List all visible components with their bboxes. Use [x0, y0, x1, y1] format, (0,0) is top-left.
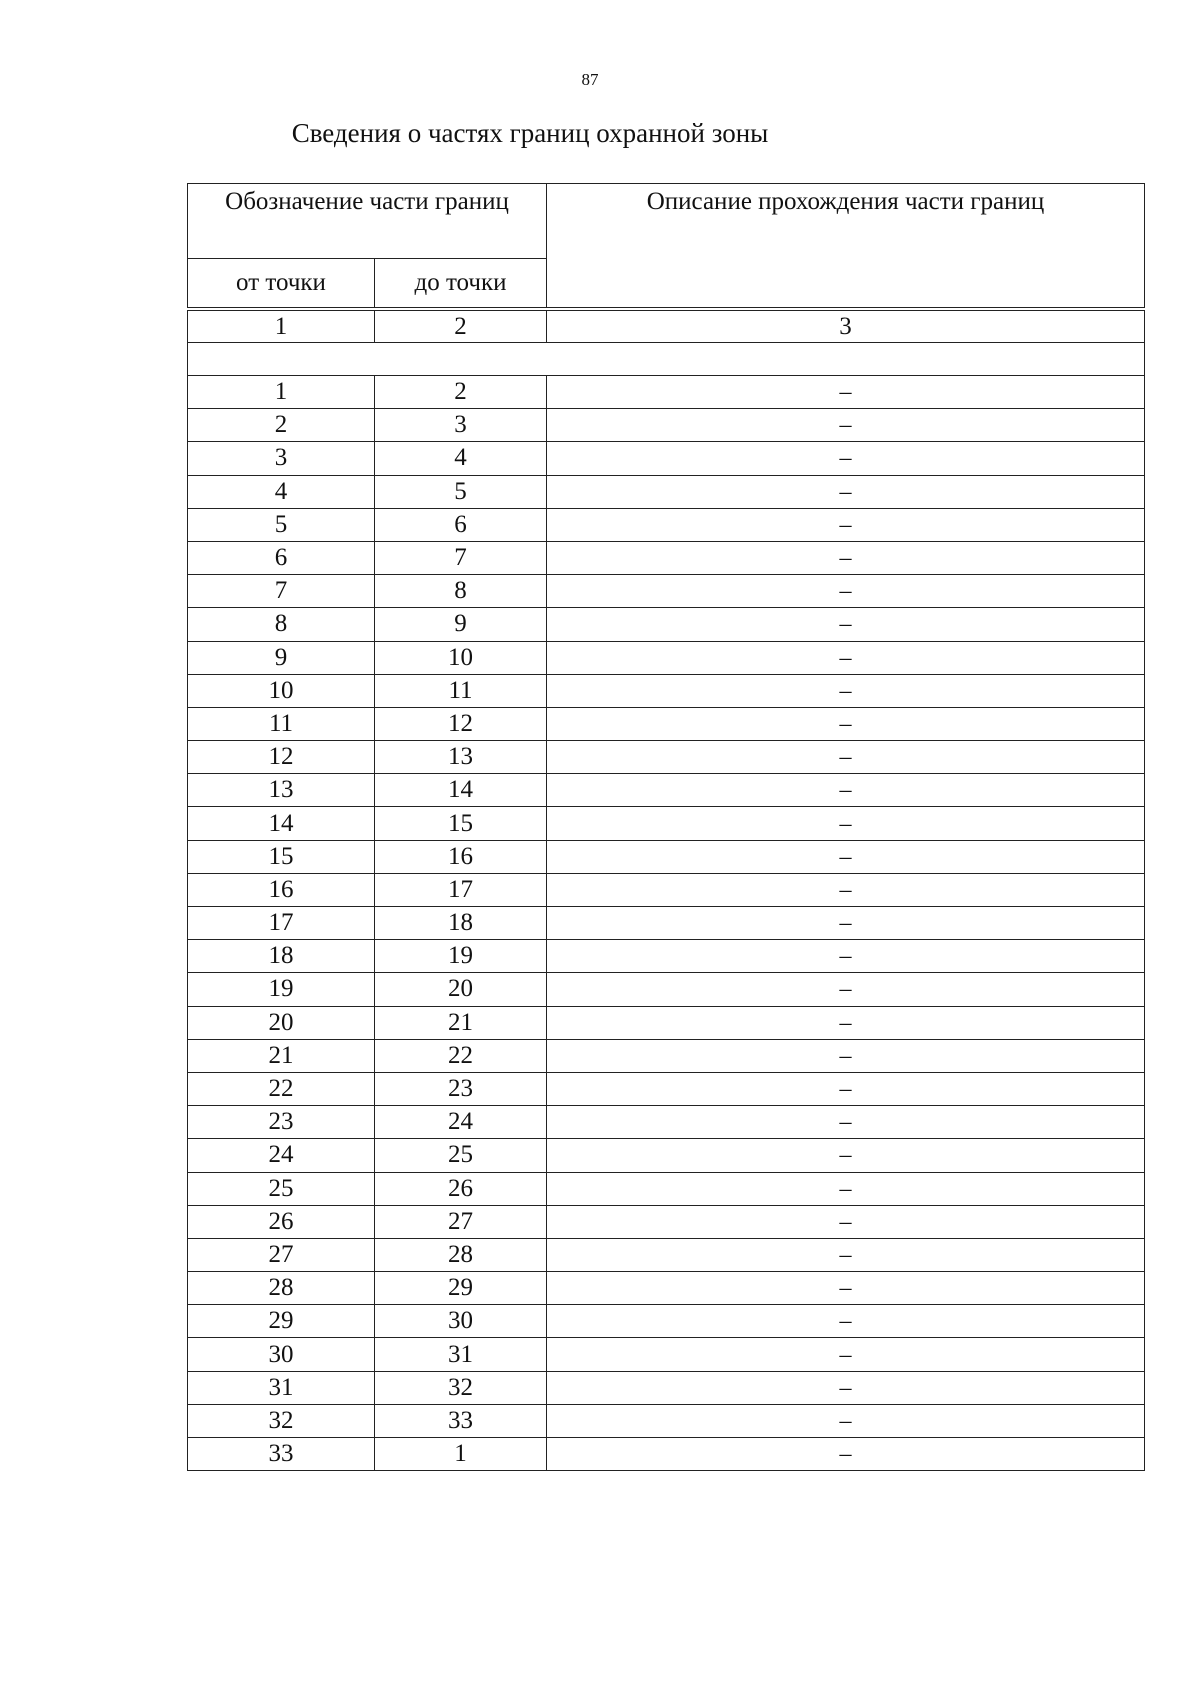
cell-from-point: 24 [188, 1139, 375, 1172]
cell-description: – [547, 608, 1145, 641]
cell-to-point: 29 [375, 1272, 547, 1305]
cell-from-point: 33 [188, 1438, 375, 1471]
cell-to-point: 2 [375, 376, 547, 409]
cell-from-point: 14 [188, 807, 375, 840]
cell-from-point: 21 [188, 1039, 375, 1072]
table-row [188, 674, 1145, 707]
cell-to-point: 23 [375, 1072, 547, 1105]
cell-to-point: 12 [375, 707, 547, 740]
table-row [188, 1139, 1145, 1172]
table-row [188, 873, 1145, 906]
cell-description: – [547, 840, 1145, 873]
header-boundary-description: Описание прохождения части границ [547, 184, 1145, 308]
table-row [188, 1404, 1145, 1437]
table-row [188, 608, 1145, 641]
cell-to-point: 22 [375, 1039, 547, 1072]
cell-description: – [547, 1404, 1145, 1437]
header-from-point: от точки [188, 259, 375, 308]
cell-to-point: 6 [375, 508, 547, 541]
cell-to-point: 1 [375, 1438, 547, 1471]
cell-from-point: 19 [188, 973, 375, 1006]
cell-from-point: 17 [188, 907, 375, 940]
cell-description: – [547, 1106, 1145, 1139]
cell-description: – [547, 541, 1145, 574]
cell-to-point: 24 [375, 1106, 547, 1139]
cell-to-point: 25 [375, 1139, 547, 1172]
header-to-point: до точки [375, 259, 547, 308]
cell-from-point: 23 [188, 1106, 375, 1139]
cell-from-point: 4 [188, 475, 375, 508]
table-row [188, 973, 1145, 1006]
cell-from-point: 2 [188, 409, 375, 442]
cell-to-point: 7 [375, 541, 547, 574]
cell-description: – [547, 1072, 1145, 1105]
table-row [188, 475, 1145, 508]
cell-from-point: 20 [188, 1006, 375, 1039]
cell-to-point: 4 [375, 442, 547, 475]
cell-description: – [547, 1272, 1145, 1305]
cell-from-point: 15 [188, 840, 375, 873]
cell-from-point: 9 [188, 641, 375, 674]
cell-description: – [547, 907, 1145, 940]
cell-description: – [547, 1371, 1145, 1404]
cell-to-point: 20 [375, 973, 547, 1006]
table-row [188, 840, 1145, 873]
cell-description: – [547, 442, 1145, 475]
cell-description: – [547, 1139, 1145, 1172]
table-body [188, 376, 1145, 1471]
cell-from-point: 1 [188, 376, 375, 409]
column-number-1: 1 [188, 311, 375, 343]
table-row [188, 641, 1145, 674]
blank-row [188, 343, 1145, 376]
cell-description: – [547, 1238, 1145, 1271]
cell-to-point: 16 [375, 840, 547, 873]
table-row [188, 1272, 1145, 1305]
cell-description: – [547, 1305, 1145, 1338]
cell-from-point: 8 [188, 608, 375, 641]
table-row [188, 1172, 1145, 1205]
cell-from-point: 30 [188, 1338, 375, 1371]
table-row [188, 575, 1145, 608]
cell-to-point: 10 [375, 641, 547, 674]
cell-description: – [547, 575, 1145, 608]
cell-to-point: 31 [375, 1338, 547, 1371]
cell-description: – [547, 873, 1145, 906]
cell-from-point: 10 [188, 674, 375, 707]
cell-from-point: 28 [188, 1272, 375, 1305]
cell-from-point: 26 [188, 1205, 375, 1238]
cell-description: – [547, 774, 1145, 807]
table-row [188, 907, 1145, 940]
cell-description: – [547, 1338, 1145, 1371]
page-number: 87 [581, 70, 599, 89]
cell-description: – [547, 409, 1145, 442]
table-row [188, 409, 1145, 442]
cell-to-point: 33 [375, 1404, 547, 1437]
cell-to-point: 13 [375, 741, 547, 774]
table-row [188, 1072, 1145, 1105]
cell-to-point: 26 [375, 1172, 547, 1205]
table-row [188, 1305, 1145, 1338]
cell-from-point: 31 [188, 1371, 375, 1404]
cell-description: – [547, 741, 1145, 774]
table-row [188, 1438, 1145, 1471]
table-row [188, 807, 1145, 840]
cell-to-point: 19 [375, 940, 547, 973]
cell-from-point: 32 [188, 1404, 375, 1437]
cell-to-point: 3 [375, 409, 547, 442]
cell-description: – [547, 807, 1145, 840]
table-row [188, 741, 1145, 774]
cell-from-point: 29 [188, 1305, 375, 1338]
cell-to-point: 17 [375, 873, 547, 906]
cell-to-point: 21 [375, 1006, 547, 1039]
cell-to-point: 30 [375, 1305, 547, 1338]
cell-from-point: 27 [188, 1238, 375, 1271]
cell-from-point: 3 [188, 442, 375, 475]
cell-to-point: 9 [375, 608, 547, 641]
cell-from-point: 7 [188, 575, 375, 608]
cell-description: – [547, 1172, 1145, 1205]
table-row [188, 940, 1145, 973]
cell-description: – [547, 940, 1145, 973]
cell-description: – [547, 1205, 1145, 1238]
cell-from-point: 16 [188, 873, 375, 906]
cell-from-point: 13 [188, 774, 375, 807]
table-row [188, 1205, 1145, 1238]
cell-from-point: 6 [188, 541, 375, 574]
cell-from-point: 18 [188, 940, 375, 973]
table-row [188, 1039, 1145, 1072]
table-row [188, 508, 1145, 541]
cell-to-point: 5 [375, 475, 547, 508]
table-row [188, 1238, 1145, 1271]
cell-description: – [547, 376, 1145, 409]
table-row [188, 541, 1145, 574]
cell-to-point: 14 [375, 774, 547, 807]
cell-description: – [547, 674, 1145, 707]
header-boundary-designation: Обозначение части границ [188, 184, 547, 259]
cell-to-point: 11 [375, 674, 547, 707]
cell-to-point: 8 [375, 575, 547, 608]
cell-description: – [547, 641, 1145, 674]
cell-from-point: 12 [188, 741, 375, 774]
boundary-parts-table [187, 183, 1145, 1471]
table-row [188, 1106, 1145, 1139]
cell-description: – [547, 707, 1145, 740]
cell-to-point: 28 [375, 1238, 547, 1271]
cell-from-point: 5 [188, 508, 375, 541]
page-title: Сведения о частях границ охранной зоны [291, 118, 769, 148]
cell-from-point: 25 [188, 1172, 375, 1205]
table-row [188, 774, 1145, 807]
cell-description: – [547, 973, 1145, 1006]
column-number-2: 2 [375, 311, 547, 343]
cell-to-point: 32 [375, 1371, 547, 1404]
table-row [188, 1338, 1145, 1371]
cell-from-point: 22 [188, 1072, 375, 1105]
cell-to-point: 15 [375, 807, 547, 840]
column-number-3: 3 [547, 311, 1145, 343]
table-row [188, 707, 1145, 740]
table-row [188, 442, 1145, 475]
cell-from-point: 11 [188, 707, 375, 740]
cell-to-point: 27 [375, 1205, 547, 1238]
cell-description: – [547, 1006, 1145, 1039]
cell-description: – [547, 1438, 1145, 1471]
table-row [188, 1006, 1145, 1039]
cell-to-point: 18 [375, 907, 547, 940]
table-row [188, 1371, 1145, 1404]
cell-description: – [547, 1039, 1145, 1072]
cell-description: – [547, 475, 1145, 508]
table-row [188, 376, 1145, 409]
cell-description: – [547, 508, 1145, 541]
